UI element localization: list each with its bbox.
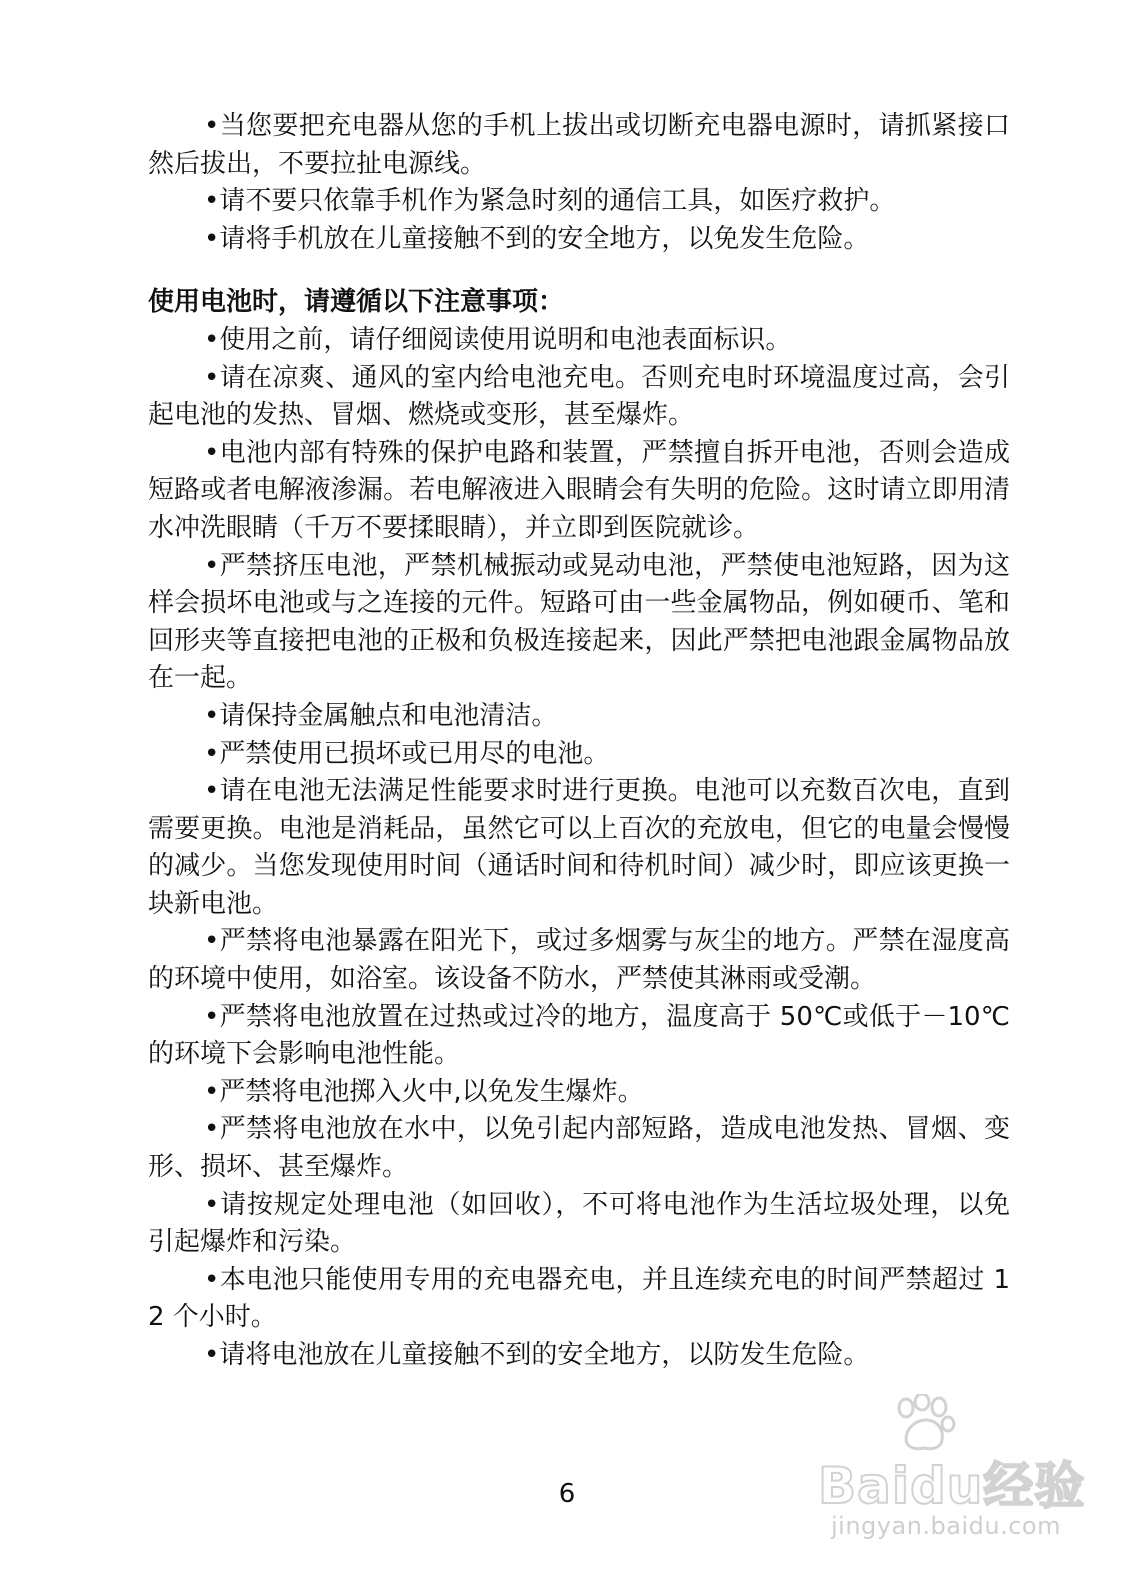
paragraph-disposal: •请按规定处理电池（如回收），不可将电池作为生活垃圾处理，以免引起爆炸和污染。 [148, 1189, 1010, 1258]
paragraph-keep-clean: •请保持金属触点和电池清洁。 [204, 700, 558, 731]
watermark-url: jingyan.baidu.com [831, 1512, 1061, 1540]
watermark-logo: Baidu经验 [818, 1457, 1086, 1515]
paragraph-temperature: •严禁将电池放置在过热或过冷的地方，温度高于 50℃或低于－10℃的环境下会影响电池性能。 [148, 1001, 1010, 1070]
paragraph-fire: •严禁将电池掷入火中,以免发生爆炸。 [204, 1076, 644, 1107]
paragraph-charger-unplug: •当您要把充电器从您的手机上拔出或切断充电器电源时，请抓紧接口然后拔出，不要拉扯电源线。 [148, 111, 1010, 179]
paragraph-dedicated-charger: •本电池只能使用专用的充电器充电，并且连续充电的时间严禁超过 12 个小时。 [148, 1264, 1010, 1333]
paragraph-do-not-disassemble: •电池内部有特殊的保护电路和装置，严禁擅自拆开电池，否则会造成短路或者电解液渗漏。若电解液进入眼睛会有失明的危险。这时请立即用清水冲洗眼睛（千万不要揉眼睛），并立即到医院就诊。 [148, 437, 1010, 543]
paragraph-replace: •请在电池无法满足性能要求时进行更换。电池可以充数百次电，直到需要更换。电池是消耗品，虽然它可以上百次的充放电，但它的电量会慢慢的减少。当您发现使用时间（通话时间和待机时间）减少时，即应该更换一块新电池。 [148, 776, 1010, 919]
baidu-watermark [804, 1392, 1104, 1552]
paragraph-no-short-circuit: •严禁挤压电池，严禁机械振动或晃动电池，严禁使电池短路，因为这样会损坏电池或与之连接的元件。短路可由一些金属物品，例如硬币、笔和回形夹等直接把电池的正极和负极连接起来，因此严禁把电池跟金属物品放在一起。 [148, 550, 1010, 694]
paragraph-emergency: •请不要只依靠手机作为紧急时刻的通信工具，如医疗救护。 [204, 186, 896, 217]
section-heading: 使用电池时，请遵循以下注意事项： [148, 287, 565, 318]
paragraph-charge-cool: •请在凉爽、通风的室内给电池充电。否则充电时环境温度过高，会引起电池的发热、冒烟、燃烧或变形，甚至爆炸。 [148, 362, 1010, 431]
paragraph-children-phone: •请将手机放在儿童接触不到的安全地方，以免发生危险。 [204, 223, 870, 254]
paragraph-sunlight: •严禁将电池暴露在阳光下，或过多烟雾与灰尘的地方。严禁在湿度高的环境中使用，如浴室。该设备不防水，严禁使其淋雨或受潮。 [148, 926, 1010, 995]
page-number: 6 [558, 1479, 576, 1509]
paw-icon [892, 1394, 956, 1454]
paragraph-no-damaged: •严禁使用已损坏或已用尽的电池。 [204, 738, 610, 769]
document-body [148, 108, 1010, 1375]
paragraph-water: •严禁将电池放在水中，以免引起内部短路，造成电池发热、冒烟、变形、损坏、甚至爆炸。 [148, 1114, 1010, 1183]
paragraph-read-manual: •使用之前，请仔细阅读使用说明和电池表面标识。 [204, 324, 792, 355]
paragraph-children-battery: •请将电池放在儿童接触不到的安全地方，以防发生危险。 [204, 1340, 870, 1370]
